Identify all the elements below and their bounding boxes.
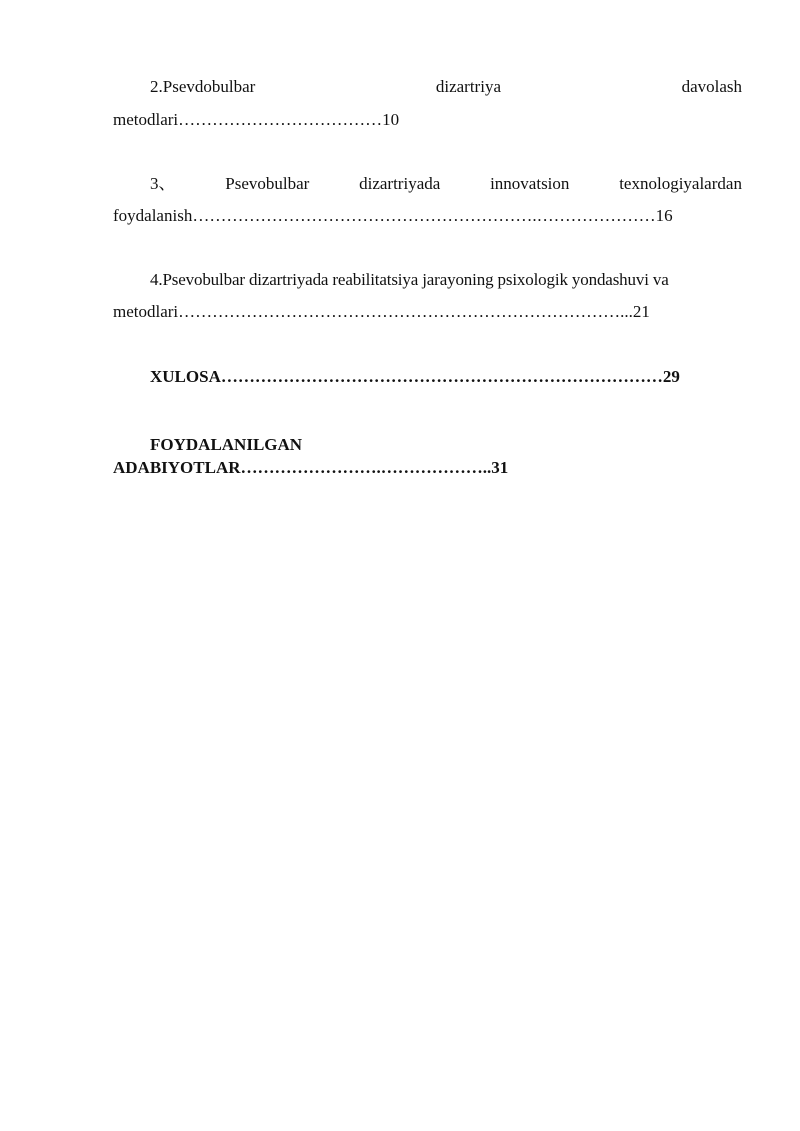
toc-entry-3-line-2: foydalanish…………………………………………………….…………………16 (113, 206, 673, 225)
toc-entry-2-word: 2.Psevdobulbar (150, 77, 256, 96)
toc-entry-3-word: dizartriyada (359, 174, 441, 193)
toc-references-line-1: FOYDALANILGAN (150, 435, 303, 454)
toc-entry-4-line-1: 4.Psevobulbar dizartriyada reabilitatsiya jarayoning psixologik yondashuvi va (150, 270, 669, 289)
toc-entry-2-word: dizartriya (435, 77, 501, 96)
toc-references-line-2: ADABIYOTLAR…………………….………………..31 (113, 458, 509, 477)
toc-entry-2-word: davolash (681, 77, 742, 96)
toc-entry-3-word: 3、 (150, 174, 176, 193)
toc-conclusion: XULOSA……………………………………………………………………29 (150, 367, 680, 386)
toc-entry-3-word: innovatsion (490, 174, 570, 193)
toc-entry-2-line-2: metodlari………………………………10 (113, 110, 400, 129)
toc-entry-3-word: Psevobulbar (225, 174, 310, 193)
toc-entry-3-line-1 (150, 174, 742, 194)
toc-entry-4-line-2: metodlari……………………………………………………………………...21 (113, 302, 650, 321)
toc-entry-2-line-1 (150, 77, 742, 97)
toc-entry-3-word: texnologiyalardan (619, 174, 742, 193)
